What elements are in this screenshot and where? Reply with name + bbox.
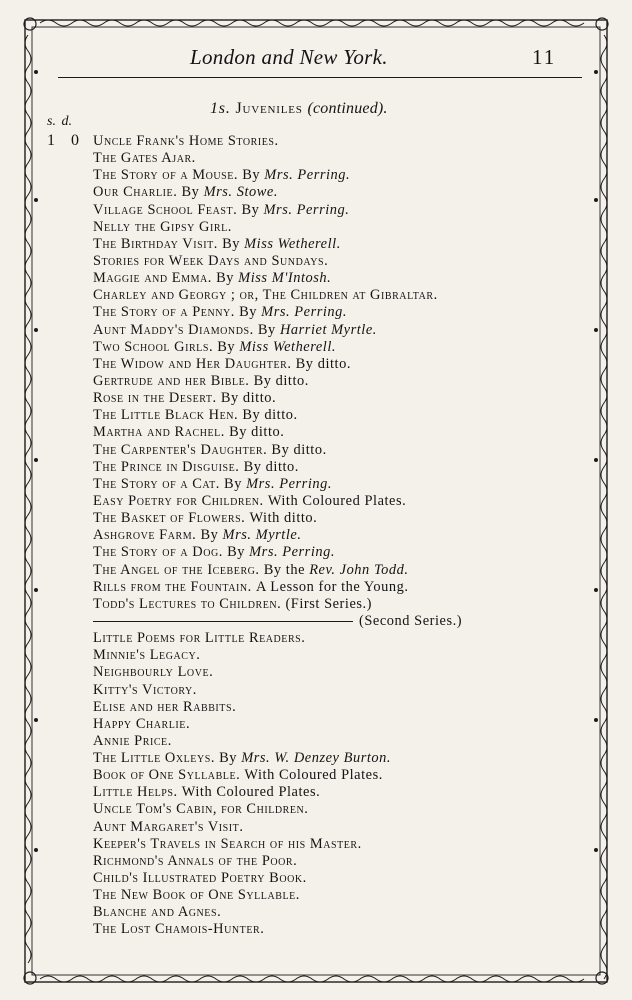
book-author: Mrs. Perring.	[249, 544, 336, 561]
book-title: Uncle Tom's Cabin, for Children.	[93, 801, 309, 818]
book-entry	[93, 184, 573, 201]
book-entry	[93, 904, 573, 921]
book-author: Mrs. Perring.	[246, 475, 333, 492]
book-entry	[93, 459, 573, 476]
book-entry	[93, 167, 573, 184]
book-entry	[93, 699, 573, 716]
book-title: The Gates Ajar.	[93, 150, 196, 167]
page-number: 11	[532, 45, 557, 69]
book-entry	[93, 339, 573, 356]
book-title: Blanche and Agnes.	[93, 904, 222, 921]
book-title: Uncle Frank's Home Stories.	[93, 133, 279, 149]
book-title: The Little Black Hen.	[93, 407, 239, 424]
running-header-title: London and New York.	[190, 45, 388, 69]
author-prefix: By	[181, 184, 200, 201]
book-entry	[93, 921, 573, 938]
book-entry	[93, 801, 573, 818]
book-note: With Coloured Plates.	[181, 784, 321, 801]
header-rule	[58, 77, 582, 78]
book-author: Mrs. Perring.	[263, 201, 350, 218]
author-prefix: By	[257, 321, 276, 338]
author-prefix: By	[216, 270, 235, 287]
book-author: Mrs. Perring.	[261, 304, 348, 321]
book-entry	[93, 424, 573, 441]
book-entry	[93, 493, 573, 510]
book-entry	[93, 287, 573, 304]
book-title: Aunt Margaret's Visit.	[93, 818, 244, 835]
book-title: Easy Poetry for Children.	[93, 492, 264, 509]
book-entry	[93, 613, 573, 630]
book-entry	[93, 836, 573, 853]
book-title: Richmond's Annals of the Poor.	[93, 852, 298, 869]
author-prefix: By ditto.	[220, 390, 277, 407]
book-author: Miss M'Intosh.	[238, 270, 332, 287]
book-note: With Coloured Plates.	[244, 767, 383, 784]
book-title: The Birthday Visit.	[93, 235, 218, 252]
author-prefix: By	[200, 527, 219, 544]
book-title: Stories for Week Days and Sundays.	[93, 252, 329, 269]
author-prefix: By	[239, 304, 257, 321]
book-entry	[93, 819, 573, 836]
author-prefix: By ditto.	[271, 441, 327, 458]
book-title: Our Charlie.	[93, 184, 178, 201]
book-list	[93, 133, 573, 939]
book-author: Mrs. Perring.	[264, 167, 351, 184]
book-entry	[93, 476, 573, 493]
book-title: Charley and Georgy ; or, The Children at Gibraltar.	[93, 287, 438, 304]
book-author: Miss Wetherell.	[244, 235, 341, 252]
book-entry	[93, 733, 573, 750]
book-title: Two School Girls.	[93, 338, 214, 355]
author-prefix: By the	[263, 561, 306, 578]
book-entry	[93, 562, 573, 579]
author-prefix: By	[222, 235, 240, 252]
author-prefix: By ditto.	[229, 424, 285, 441]
book-entry	[93, 887, 573, 904]
book-author: Rev. John Todd.	[309, 561, 409, 578]
book-entry	[93, 544, 573, 561]
book-title: The Story of a Mouse.	[93, 167, 239, 184]
book-title: Book of One Syllable.	[93, 767, 241, 784]
book-title: Rills from the Fountain.	[93, 578, 252, 595]
book-title: Ashgrove Farm.	[93, 527, 197, 544]
book-entry	[93, 236, 573, 253]
author-prefix: By ditto.	[242, 407, 298, 424]
book-entry	[93, 304, 573, 321]
book-entry	[93, 219, 573, 236]
book-note: A Lesson for the Young.	[256, 578, 409, 595]
book-entry	[93, 716, 573, 733]
book-title: Nelly the Gipsy Girl.	[93, 218, 232, 235]
book-note: (Second Series.)	[359, 612, 463, 629]
book-entry	[93, 784, 573, 801]
author-prefix: By ditto.	[253, 372, 309, 389]
book-entry	[93, 682, 573, 699]
book-entry	[93, 356, 573, 373]
book-entry	[93, 647, 573, 664]
author-prefix: By	[242, 167, 261, 184]
section-title: Juveniles	[235, 100, 303, 117]
book-author: Mrs. Stowe.	[203, 184, 278, 201]
section-price: 1s.	[210, 100, 231, 117]
book-entry	[93, 133, 573, 150]
book-title: Neighbourly Love.	[93, 664, 214, 681]
author-prefix: By	[241, 201, 260, 218]
author-prefix: By ditto.	[295, 355, 351, 372]
book-entry	[93, 442, 573, 459]
book-title: The Carpenter's Daughter.	[93, 441, 268, 458]
book-entry	[93, 373, 573, 390]
book-author: Mrs. Myrtle.	[222, 527, 302, 544]
author-prefix: By	[224, 475, 242, 492]
book-title: The Basket of Flowers.	[93, 510, 246, 527]
book-entry	[93, 630, 573, 647]
book-title: The Angel of the Iceberg.	[93, 561, 260, 578]
book-title: The Widow and Her Daughter.	[93, 355, 292, 372]
book-entry	[93, 870, 573, 887]
book-entry	[93, 322, 573, 339]
book-entry	[93, 150, 573, 167]
book-title: Martha and Rachel.	[93, 424, 225, 441]
book-entry	[93, 664, 573, 681]
book-title: Aunt Maddy's Diamonds.	[93, 321, 254, 338]
book-author: Harriet Myrtle.	[279, 321, 377, 338]
book-entry	[93, 853, 573, 870]
book-entry	[93, 767, 573, 784]
book-title: Maggie and Emma.	[93, 270, 212, 287]
book-title: The Lost Chamois-Hunter.	[93, 921, 265, 938]
book-title: Little Helps.	[93, 784, 178, 801]
book-title: Elise and her Rabbits.	[93, 698, 237, 715]
book-title: The Story of a Dog.	[93, 544, 223, 561]
author-prefix: By	[227, 544, 245, 561]
book-entry	[93, 527, 573, 544]
book-title: Keeper's Travels in Search of his Master.	[93, 835, 362, 852]
section-heading	[210, 100, 388, 118]
book-entry	[93, 596, 573, 613]
author-prefix: By ditto.	[243, 458, 299, 475]
book-title: Minnie's Legacy.	[93, 647, 201, 664]
book-note: With ditto.	[249, 510, 318, 527]
book-note: With Coloured Plates.	[267, 492, 407, 509]
book-title: Village School Feast.	[93, 201, 238, 218]
book-title: The Little Oxleys.	[93, 750, 215, 767]
book-entry	[93, 750, 573, 767]
book-note: (First Series.)	[285, 595, 373, 612]
book-title: The Story of a Penny.	[93, 304, 235, 321]
book-entry	[93, 202, 573, 219]
book-title: Child's Illustrated Poetry Book.	[93, 870, 307, 887]
author-prefix: By	[219, 750, 238, 767]
book-title: Annie Price.	[93, 732, 172, 749]
book-entry	[93, 579, 573, 596]
price-value: 1 0	[47, 132, 85, 149]
book-entry	[93, 407, 573, 424]
book-author: Miss Wetherell.	[239, 338, 337, 355]
book-title: Todd's Lectures to Children.	[93, 595, 282, 612]
book-title: The New Book of One Syllable.	[93, 887, 300, 904]
book-entry	[93, 270, 573, 287]
section-continued: (continued).	[307, 100, 388, 117]
book-title: Little Poems for Little Readers.	[93, 630, 306, 647]
book-entry	[93, 253, 573, 270]
book-entry	[93, 390, 573, 407]
book-title: Rose in the Desert.	[93, 390, 217, 407]
book-title: Kitty's Victory.	[93, 681, 197, 698]
ditto-dash	[93, 621, 353, 622]
book-title: The Story of a Cat.	[93, 475, 220, 492]
book-author: Mrs. W. Denzey Burton.	[241, 750, 392, 767]
book-title: The Prince in Disguise.	[93, 458, 240, 475]
currency-column-head: s. d.	[47, 114, 72, 129]
author-prefix: By	[217, 338, 236, 355]
book-title: Gertrude and her Bible.	[93, 372, 250, 389]
book-title: Happy Charlie.	[93, 715, 191, 732]
book-entry	[93, 510, 573, 527]
